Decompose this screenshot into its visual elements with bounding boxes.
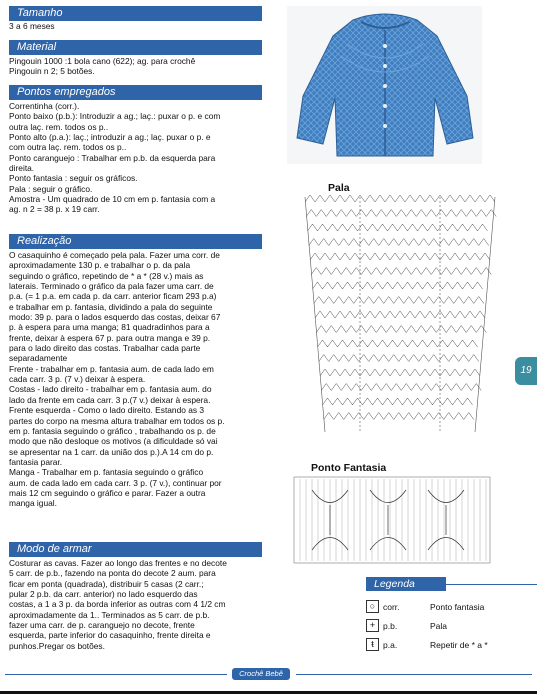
- pala-stitch: [348, 340, 358, 347]
- pala-stitch: [416, 210, 426, 217]
- pala-stitch: [389, 239, 399, 246]
- pala-stitch: [388, 340, 398, 347]
- pala-stitch: [404, 297, 414, 304]
- pala-stitch: [344, 413, 354, 420]
- pala-stitch: [393, 282, 403, 289]
- pala-stitch: [473, 282, 483, 289]
- pala-stitch: [371, 384, 381, 391]
- pala-stitch: [365, 311, 375, 318]
- pala-stitch: [378, 340, 388, 347]
- pala-stitch: [451, 268, 461, 275]
- pala-stitch: [385, 195, 395, 202]
- pala-stitch: [418, 340, 428, 347]
- pala-stitch: [470, 369, 480, 376]
- pala-stitch: [413, 282, 423, 289]
- pala-stitch: [395, 311, 405, 318]
- pala-stitch: [463, 398, 473, 405]
- pala-stitch: [449, 239, 459, 246]
- pala-stitch: [469, 239, 479, 246]
- pala-stitch: [350, 253, 360, 260]
- pala-stitch: [316, 326, 326, 333]
- pala-stitch: [319, 355, 329, 362]
- fantasia-motif: [370, 490, 406, 550]
- pontos-text: Correntinha (corr.). Ponto baixo (p.b.): Introduzir a ag.; laç.: puxar o p. e com outra laç. rem. todos os p.. Ponto alto (p.a.): laç.; introduzir a ag.; laç. puxar o p. e com outra laç. rem. todos os p.. Ponto caranguejo : Trabalhar em p.b. da esquerda para direita. Ponto fantasia : seguir os gráficos. Pala : seguir o gráfico. Amostra - Um quadrado de 10 cm em p. fantasia com a ag. n 2 = 38 p. x 19 carr.: [9, 101, 221, 215]
- pala-stitch: [458, 340, 468, 347]
- pala-stitch: [401, 384, 411, 391]
- pala-stitch: [324, 413, 334, 420]
- page-number: 19: [515, 357, 537, 385]
- pala-stitch: [363, 398, 373, 405]
- pala-stitch: [335, 195, 345, 202]
- fantasia-chart: [292, 475, 492, 565]
- pala-stitch: [466, 210, 476, 217]
- pala-stitch: [323, 282, 333, 289]
- legend-rule: [446, 584, 537, 585]
- pala-stitch: [349, 239, 359, 246]
- pala-stitch: [463, 282, 473, 289]
- pala-stitch: [438, 340, 448, 347]
- pala-stitch: [424, 297, 434, 304]
- material-text: Pingouin 1000 :1 bola cano (622); ag. para crochê Pingouin n 2; 5 botões.: [9, 56, 196, 77]
- pala-stitch: [331, 384, 341, 391]
- pala-stitch: [401, 268, 411, 275]
- pala-stitch: [441, 384, 451, 391]
- pala-stitch: [471, 268, 481, 275]
- pala-stitch: [423, 398, 433, 405]
- legend-name: Ponto fantasia: [430, 602, 485, 612]
- pala-stitch: [374, 413, 384, 420]
- pala-stitch: [373, 282, 383, 289]
- pala-stitch: [409, 239, 419, 246]
- pala-stitch: [410, 253, 420, 260]
- pala-stitch: [345, 195, 355, 202]
- pala-stitch: [394, 413, 404, 420]
- tamanho-text: 3 a 6 meses: [9, 21, 55, 31]
- pala-stitch: [441, 268, 451, 275]
- pala-stitch: [308, 224, 318, 231]
- pala-stitch: [479, 239, 489, 246]
- pala-stitch: [465, 311, 475, 318]
- realizacao-text: O casaquinho é começado pela pala. Fazer uma corr. de aproximadamente 130 p. e trabalhar o p. da pala seguindo o gráfico, repetindo de * a * (28 v.) mais as laterais. Terminado o gráfico da pala fazer uma carr. de p.a. (= 1 p.a. em cada p. da carr. anterior ficam 293 p.a) e trabalhar em p. fantasia, dividindo a pala do seguinte modo: 39 p. para o lados esquerdo das costas, deixar 67 p. à espera para uma manga; 81 quadradinhos para a frente, deixar à espera 67 p. para outra manga e 39 p. para o lado direito das costas. Trabalhar cada parte separadamente Frente - trabalhar em p. fantasia aum. de cada lado em cada carr. 3 p. (7 v.) deixar à espera. Costas - lado direito - trabalhar em p. fantasia aum. do lado da frente em cada carr. 3 p.(7 v.) deixar à espera. Frente esquerda - Como o lado direito. Estando as 3 partes do corpo na mesma altura trabalhar em todos os p. em p. fantasia seguindo o gráfico , trabalhando os p. de modo que não desloque os motivos (a dificuldade só vai se apresentar na 1 carr. da união dos p.).A 14 cm do p. fantasia parar. Manga - Trabalhar em p. fantasia seguindo o gráfico aum. de cada lado em cada carr. 3 p. (7 v.), continuar por mais 12 cm seguindo o gráfico e parar. Fazer a outra manga igual.: [9, 250, 225, 509]
- pala-stitch: [340, 369, 350, 376]
- pala-stitch: [485, 195, 495, 202]
- pala-stitch: [476, 326, 486, 333]
- pala-stitch: [336, 210, 346, 217]
- pala-stitch: [320, 369, 330, 376]
- pala-stitch: [320, 253, 330, 260]
- pala-stitch: [453, 398, 463, 405]
- pala-stitch: [430, 253, 440, 260]
- pala-stitch: [364, 413, 374, 420]
- pala-stitch: [385, 311, 395, 318]
- pala-stitch: [453, 282, 463, 289]
- pala-stitch: [414, 297, 424, 304]
- pala-stitch: [455, 311, 465, 318]
- pala-stitch: [419, 355, 429, 362]
- pala-stitch: [444, 413, 454, 420]
- pala-stitch: [434, 413, 444, 420]
- pala-stitch: [314, 297, 324, 304]
- pala-stitch: [390, 369, 400, 376]
- pala-stitch: [408, 340, 418, 347]
- pala-stitch: [403, 282, 413, 289]
- pala-stitch: [325, 311, 335, 318]
- pala-stitch: [433, 282, 443, 289]
- pala-stitch: [414, 413, 424, 420]
- pala-stitch: [349, 355, 359, 362]
- pala-label: Pala: [328, 182, 350, 194]
- pala-stitch: [381, 384, 391, 391]
- section-header-realizacao: Realização: [9, 234, 262, 249]
- pala-stitch: [335, 311, 345, 318]
- pala-stitch: [356, 210, 366, 217]
- pala-stitch: [375, 311, 385, 318]
- pala-stitch: [360, 369, 370, 376]
- pala-stitch: [354, 297, 364, 304]
- pala-stitch: [396, 210, 406, 217]
- pala-stitch: [398, 224, 408, 231]
- pala-stitch: [461, 384, 471, 391]
- pala-stitch: [445, 311, 455, 318]
- pala-stitch: [460, 253, 470, 260]
- pala-stitch: [371, 268, 381, 275]
- fantasia-motif: [428, 490, 464, 550]
- pala-stitch: [376, 210, 386, 217]
- legend-name: Repetir de * a *: [430, 640, 488, 650]
- pala-stitch: [436, 210, 446, 217]
- pala-stitch: [336, 326, 346, 333]
- pala-stitch: [346, 210, 356, 217]
- pala-stitch: [383, 398, 393, 405]
- pala-stitch: [418, 224, 428, 231]
- pala-stitch: [323, 398, 333, 405]
- pala-stitch: [445, 195, 455, 202]
- legend-abbr: p.b.: [383, 621, 398, 631]
- pala-stitch: [404, 413, 414, 420]
- sweater-image: [287, 6, 482, 164]
- pala-stitch: [411, 268, 421, 275]
- pala-stitch: [460, 369, 470, 376]
- pala-stitch: [369, 239, 379, 246]
- pala-stitch: [440, 369, 450, 376]
- pala-stitch: [438, 224, 448, 231]
- pala-stitch: [338, 340, 348, 347]
- pala-stitch: [305, 195, 315, 202]
- pala-stitch: [389, 355, 399, 362]
- pala-stitch: [464, 297, 474, 304]
- pala-stitch: [415, 311, 425, 318]
- pala-stitch: [345, 311, 355, 318]
- pala-stitch: [405, 311, 415, 318]
- legend-abbr: p.a.: [383, 640, 398, 650]
- pala-stitch: [333, 282, 343, 289]
- section-header-pontos: Pontos empregados: [9, 85, 262, 100]
- pala-stitch: [416, 326, 426, 333]
- pala-stitch: [381, 268, 391, 275]
- pala-stitch: [325, 195, 335, 202]
- pala-stitch: [415, 195, 425, 202]
- pala-stitch: [364, 297, 374, 304]
- pala-stitch: [365, 195, 375, 202]
- legend-abbr: corr.: [383, 602, 400, 612]
- pala-stitch: [396, 326, 406, 333]
- pala-stitch: [475, 311, 485, 318]
- pala-stitch: [363, 282, 373, 289]
- pala-stitch: [436, 326, 446, 333]
- pala-stitch: [326, 326, 336, 333]
- pala-stitch: [309, 239, 319, 246]
- pala-stitch: [316, 210, 326, 217]
- pala-stitch: [405, 195, 415, 202]
- footer-tag: Crochê Bebê: [232, 668, 290, 680]
- single-crochet-icon: +: [366, 619, 379, 632]
- pala-stitch: [374, 297, 384, 304]
- pala-stitch: [471, 384, 481, 391]
- pala-stitch: [356, 326, 366, 333]
- pala-stitch: [486, 210, 496, 217]
- pala-stitch: [333, 398, 343, 405]
- pala-stitch: [361, 384, 371, 391]
- pala-stitch: [383, 282, 393, 289]
- pala-stitch: [384, 297, 394, 304]
- sweater-photo: [287, 6, 482, 164]
- pala-stitch: [461, 268, 471, 275]
- pala-stitch: [411, 384, 421, 391]
- pala-stitch: [459, 239, 469, 246]
- pala-stitch: [454, 297, 464, 304]
- pala-stitch: [384, 413, 394, 420]
- pala-stitch: [448, 224, 458, 231]
- pala-stitch: [400, 369, 410, 376]
- pala-stitch: [428, 340, 438, 347]
- pala-stitch: [391, 268, 401, 275]
- pala-stitch: [366, 210, 376, 217]
- pala-stitch: [346, 326, 356, 333]
- pala-stitch: [450, 369, 460, 376]
- pala-stitch: [430, 369, 440, 376]
- pala-stitch: [391, 384, 401, 391]
- pala-stitch: [451, 384, 461, 391]
- pala-stitch: [464, 413, 474, 420]
- pala-stitch: [386, 326, 396, 333]
- pala-stitch: [470, 253, 480, 260]
- pala-stitch: [315, 311, 325, 318]
- footer-rule-left: [5, 674, 227, 675]
- pala-stitch: [313, 282, 323, 289]
- pala-stitch: [398, 340, 408, 347]
- pala-stitch: [353, 398, 363, 405]
- pala-stitch: [429, 239, 439, 246]
- pala-stitch: [341, 268, 351, 275]
- pala-stitch: [353, 282, 363, 289]
- pala-stitch: [481, 268, 491, 275]
- pala-stitch: [350, 369, 360, 376]
- pala-stitch: [433, 398, 443, 405]
- pala-stitch: [444, 297, 454, 304]
- pala-stitch: [424, 413, 434, 420]
- pala-stitch: [403, 398, 413, 405]
- pala-stitch: [420, 253, 430, 260]
- pala-stitch: [321, 384, 331, 391]
- pala-stitch: [361, 268, 371, 275]
- pala-stitch: [343, 282, 353, 289]
- pala-stitch: [408, 224, 418, 231]
- pala-stitch: [324, 297, 334, 304]
- pala-stitch: [419, 239, 429, 246]
- pala-stitch: [474, 297, 484, 304]
- pala-stitch: [456, 210, 466, 217]
- pala-stitch: [375, 195, 385, 202]
- pala-stitch: [348, 224, 358, 231]
- pala-chart: [300, 192, 500, 437]
- pala-stitch: [454, 413, 464, 420]
- pala-stitch: [338, 224, 348, 231]
- pala-stitch: [358, 224, 368, 231]
- pala-stitch: [334, 297, 344, 304]
- pala-stitch: [478, 224, 488, 231]
- pala-stitch: [334, 413, 344, 420]
- footer-rule-right: [296, 674, 532, 675]
- pala-stitch: [434, 297, 444, 304]
- pala-stitch: [425, 311, 435, 318]
- pala-stitch: [426, 210, 436, 217]
- pala-stitch: [426, 326, 436, 333]
- pala-stitch: [459, 355, 469, 362]
- pala-stitch: [394, 297, 404, 304]
- pala-stitch: [420, 369, 430, 376]
- pala-stitch: [400, 253, 410, 260]
- pala-stitch: [380, 369, 390, 376]
- pala-stitch: [360, 253, 370, 260]
- pala-stitch: [326, 210, 336, 217]
- pala-stitch: [330, 253, 340, 260]
- pala-stitch: [388, 224, 398, 231]
- pala-stitch: [370, 369, 380, 376]
- page-bottom-rule: [0, 691, 537, 694]
- pala-stitch: [421, 268, 431, 275]
- pala-stitch: [440, 253, 450, 260]
- pala-stitch: [443, 398, 453, 405]
- pala-stitch: [330, 369, 340, 376]
- legend-name: Pala: [430, 621, 448, 631]
- pala-stitch: [339, 239, 349, 246]
- pala-stitch: [328, 224, 338, 231]
- pala-stitch: [399, 239, 409, 246]
- pala-stitch: [380, 253, 390, 260]
- pala-stitch: [379, 239, 389, 246]
- pala-stitch: [368, 224, 378, 231]
- pala-stitch: [465, 195, 475, 202]
- pala-stitch: [449, 355, 459, 362]
- pala-stitch: [455, 195, 465, 202]
- pala-stitch: [328, 340, 338, 347]
- pala-stitch: [318, 224, 328, 231]
- pala-stitch: [410, 369, 420, 376]
- pala-stitch: [379, 355, 389, 362]
- pala-stitch: [456, 326, 466, 333]
- pala-stitch: [406, 210, 416, 217]
- footer: [0, 668, 537, 680]
- pala-stitch: [390, 253, 400, 260]
- pala-stitch: [428, 224, 438, 231]
- pala-stitch: [366, 326, 376, 333]
- legend-header: Legenda: [366, 577, 446, 591]
- pala-stitch: [446, 326, 456, 333]
- pala-stitch: [448, 340, 458, 347]
- pala-stitch: [358, 340, 368, 347]
- pala-stitch: [386, 210, 396, 217]
- pala-stitch: [354, 413, 364, 420]
- double-crochet-icon: ŧ: [366, 638, 379, 651]
- pala-stitch: [340, 253, 350, 260]
- section-header-modo: Modo de armar: [9, 542, 262, 557]
- pala-stitch: [341, 384, 351, 391]
- pala-stitch: [413, 398, 423, 405]
- pala-stitch: [311, 268, 321, 275]
- chain-icon: ○: [366, 600, 379, 613]
- pala-stitch: [425, 195, 435, 202]
- modo-text: Costurar as cavas. Fazer ao longo das frentes e no decote 5 carr. de p.b., fazendo na ponta do decote 2 aum. para ficar em ponta (quadrada), distribuir 5 casas (2 carr.; pular 2 p.b. da carr. anterior) no lado esquerdo das costas, a 1 a 3 p. da borda inferior as outras com 4 1/2 cm aproximadamente da 1.. Terminados as 5 carr. de p.b. fazer uma carr. de p. caranguejo no decote, frente esquerda, parte inferior do casaquinho, frente direita e punhos.Pregar os botões.: [9, 558, 227, 651]
- pala-stitch: [331, 268, 341, 275]
- pala-stitch: [370, 253, 380, 260]
- pala-stitch: [458, 224, 468, 231]
- pala-stitch: [399, 355, 409, 362]
- pala-stitch: [421, 384, 431, 391]
- section-header-material: Material: [9, 40, 262, 55]
- pala-stitch: [378, 224, 388, 231]
- pala-stitch: [466, 326, 476, 333]
- pala-stitch: [329, 239, 339, 246]
- pala-stitch: [446, 210, 456, 217]
- pala-stitch: [329, 355, 339, 362]
- pala-stitch: [409, 355, 419, 362]
- pala-stitch: [373, 398, 383, 405]
- pala-stitch: [475, 195, 485, 202]
- pala-stitch: [395, 195, 405, 202]
- section-header-tamanho: Tamanho: [9, 6, 262, 21]
- pala-stitch: [339, 355, 349, 362]
- pala-stitch: [344, 297, 354, 304]
- pala-stitch: [423, 282, 433, 289]
- pala-stitch: [480, 253, 490, 260]
- pala-stitch: [319, 239, 329, 246]
- pala-stitch: [476, 210, 486, 217]
- pala-stitch: [315, 195, 325, 202]
- pala-stitch: [468, 224, 478, 231]
- pala-stitch: [321, 268, 331, 275]
- pala-stitch: [468, 340, 478, 347]
- pala-stitch: [310, 253, 320, 260]
- pala-stitch: [406, 326, 416, 333]
- pala-stitch: [450, 253, 460, 260]
- pala-stitch: [369, 355, 379, 362]
- pala-stitch: [318, 340, 328, 347]
- pala-stitch: [429, 355, 439, 362]
- pala-stitch: [393, 398, 403, 405]
- pala-stitch: [443, 282, 453, 289]
- pala-stitch: [368, 340, 378, 347]
- pala-stitch: [306, 210, 316, 217]
- pala-stitch: [376, 326, 386, 333]
- pala-stitch: [343, 398, 353, 405]
- pala-stitch: [469, 355, 479, 362]
- fantasia-label: Ponto Fantasia: [311, 462, 387, 474]
